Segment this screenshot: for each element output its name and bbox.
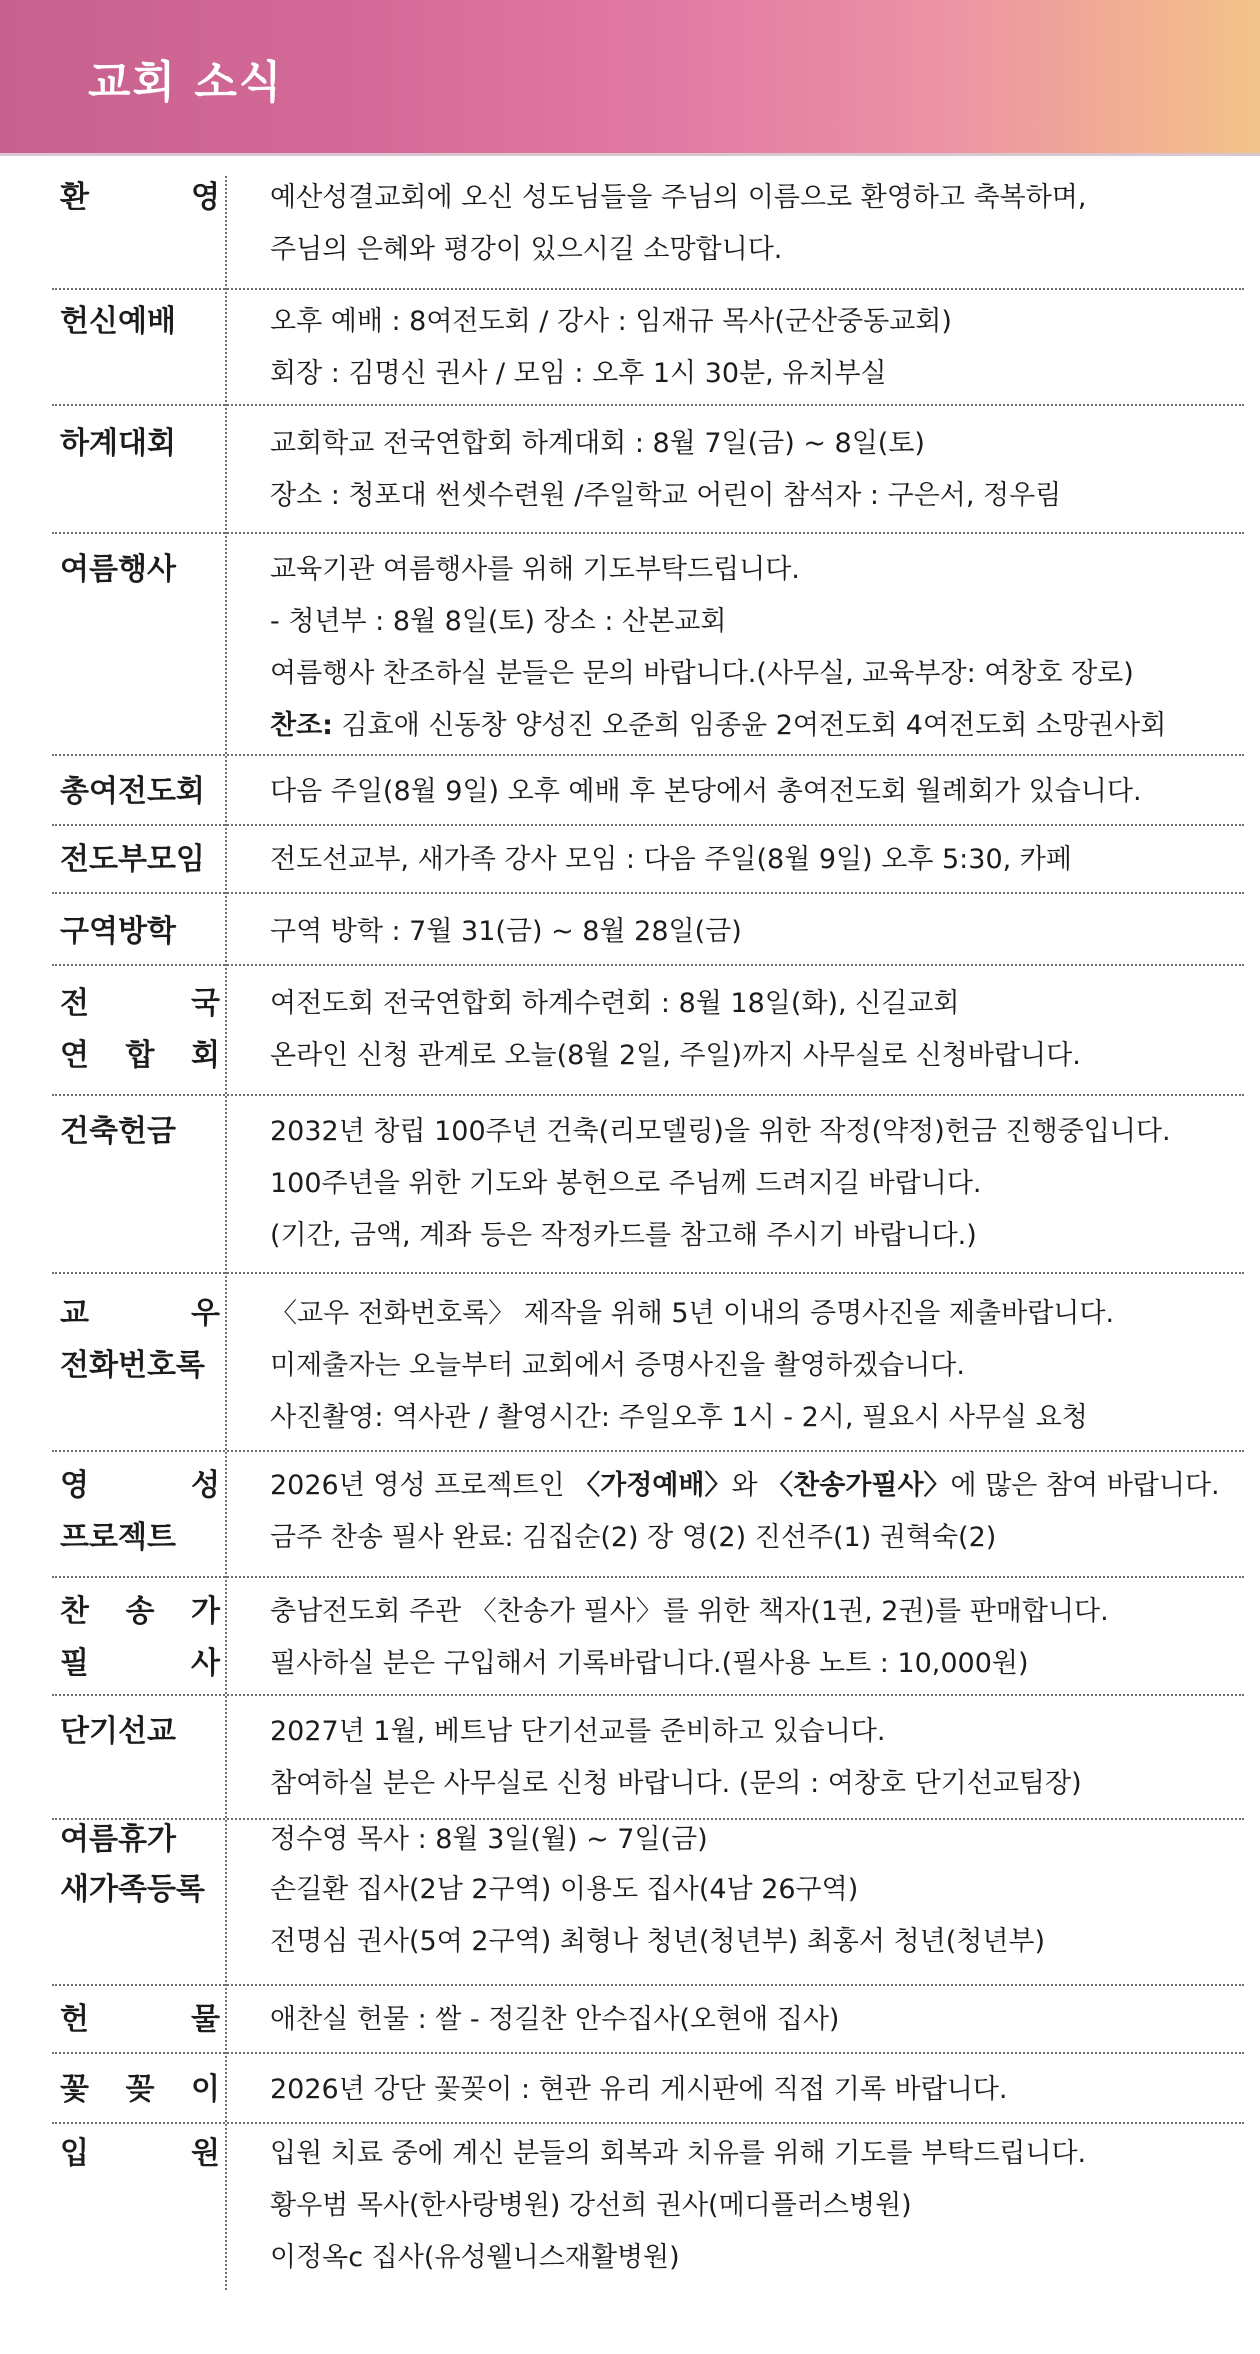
item-content bbox=[270, 296, 1250, 400]
page-title: 교회 소식 bbox=[88, 57, 284, 108]
item-label: 헌신예배 bbox=[60, 304, 176, 339]
content-line: 전명심 권사(5여 2구역) 최형나 청년(청년부) 최홍서 청년(청년부) bbox=[270, 1926, 1046, 1957]
content-line: 구역 방학 : 7월 31(금) ~ 8월 28일(금) bbox=[270, 916, 742, 947]
highlight-family-worship: 〈가정예배〉 bbox=[573, 1470, 732, 1501]
item-content bbox=[270, 766, 1250, 818]
content-line: 전도선교부, 새가족 강사 모임 : 다음 주일(8월 9일) 오후 5:30, 카페 bbox=[270, 844, 1072, 875]
news-item-evangelism-meeting bbox=[52, 832, 1244, 894]
item-label: 여름행사 bbox=[60, 552, 176, 587]
content-line: 참여하실 분은 사무실로 신청 바랍니다. (문의 : 여창호 단기선교팀장) bbox=[270, 1768, 1082, 1799]
item-label: 환 영 bbox=[60, 180, 220, 215]
item-content bbox=[270, 906, 1250, 958]
donor-line bbox=[270, 700, 1250, 752]
news-item-spiritual-project bbox=[52, 1458, 1244, 1578]
news-item-short-term-mission bbox=[52, 1702, 1244, 1820]
news-item-building-fund bbox=[52, 1102, 1244, 1274]
item-label: 건축헌금 bbox=[60, 1114, 176, 1149]
news-item-offering-goods bbox=[52, 1992, 1244, 2054]
item-content bbox=[270, 1864, 1250, 1968]
content-line: 금주 찬송 필사 완료: 김집순(2) 장 영(2) 진선주(1) 권혁숙(2) bbox=[270, 1522, 997, 1553]
news-item-welcome bbox=[52, 172, 1244, 290]
item-label: 찬 송 가 필 사 bbox=[60, 1594, 220, 1681]
item-label: 꽃 꽂 이 bbox=[60, 2072, 220, 2107]
item-content bbox=[270, 172, 1250, 276]
item-content bbox=[270, 1706, 1250, 1810]
news-item-national-union bbox=[52, 972, 1244, 1096]
header-banner bbox=[0, 0, 1260, 153]
item-label: 입 원 bbox=[60, 2136, 220, 2171]
news-item-summer-conference bbox=[52, 412, 1244, 534]
header-divider bbox=[0, 153, 1260, 156]
item-content bbox=[270, 544, 1250, 752]
content-line: 회장 : 김명신 권사 / 모임 : 오후 1시 30분, 유치부실 bbox=[270, 358, 887, 389]
content-line: 오후 예배 : 8여전도회 / 강사 : 임재규 목사(군산중동교회) bbox=[270, 306, 952, 337]
content-line: 다음 주일(8월 9일) 오후 예배 후 본당에서 총여전도회 월례회가 있습니다. bbox=[270, 776, 1142, 807]
news-item-dedication-service bbox=[52, 296, 1244, 406]
item-label: 전도부모임 bbox=[60, 842, 205, 877]
content-line: 온라인 신청 관계로 오늘(8월 2일, 주일)까지 사무실로 신청바랍니다. bbox=[270, 1040, 1081, 1071]
item-content bbox=[270, 1106, 1250, 1262]
item-content bbox=[270, 1814, 1250, 1866]
item-label: 총여전도회 bbox=[60, 774, 205, 809]
news-item-hospitalized bbox=[52, 2128, 1244, 2298]
content-line: - 청년부 : 8월 8일(토) 장소 : 산본교회 bbox=[270, 606, 727, 637]
item-content bbox=[270, 2128, 1250, 2284]
item-content bbox=[270, 1586, 1250, 1690]
content-line: 주님의 은혜와 평강이 있으시길 소망합니다. bbox=[270, 234, 783, 265]
content-line: (기간, 금액, 계좌 등은 작정카드를 참고해 주시기 바랍니다.) bbox=[270, 1220, 977, 1251]
item-label: 하계대회 bbox=[60, 426, 176, 461]
item-label: 전 국 연 합 회 bbox=[60, 986, 220, 1073]
content-line: 예산성결교회에 오신 성도님들을 주님의 이름으로 환영하고 축복하며, bbox=[270, 182, 1087, 213]
content-line: 여름행사 찬조하실 분들은 문의 바랍니다.(사무실, 교육부장: 여창호 장로) bbox=[270, 658, 1134, 689]
content-line: 정수영 목사 : 8월 3일(월) ~ 7일(금) bbox=[270, 1824, 708, 1855]
donor-label: 찬조: bbox=[270, 710, 333, 741]
content-line: 이정옥c 집사(유성웰니스재활병원) bbox=[270, 2242, 680, 2273]
content-line: 교회학교 전국연합회 하계대회 : 8월 7일(금) ~ 8일(토) bbox=[270, 428, 925, 459]
content-line: 손길환 집사(2남 2구역) 이용도 집사(4남 26구역) bbox=[270, 1874, 859, 1905]
content-line: 교육기관 여름행사를 위해 기도부탁드립니다. bbox=[270, 554, 800, 585]
content-line: 황우범 목사(한사랑병원) 강선희 권사(메디플러스병원) bbox=[270, 2190, 912, 2221]
news-item-new-family-registration bbox=[52, 1864, 1244, 1986]
item-label: 여름휴가 bbox=[60, 1822, 176, 1857]
item-content bbox=[270, 1994, 1250, 2046]
content-line: 애찬실 헌물 : 쌀 - 정길찬 안수집사(오현애 집사) bbox=[270, 2004, 840, 2035]
item-label: 영 성 프로젝트 bbox=[60, 1468, 220, 1555]
content-line: 여전도회 전국연합회 하계수련회 : 8월 18일(화), 신길교회 bbox=[270, 988, 960, 1019]
highlight-hymn-transcription: 〈찬송가필사〉 bbox=[766, 1470, 951, 1501]
news-item-summer-vacation bbox=[52, 1810, 1244, 1870]
item-content bbox=[270, 2064, 1250, 2116]
item-label: 새가족등록 bbox=[60, 1872, 205, 1907]
content-line: 2026년 강단 꽃꽂이 : 현관 유리 게시판에 직접 기록 바랍니다. bbox=[270, 2074, 1008, 2105]
donor-names: 김효애 신동창 양성진 오준희 임종윤 2여전도회 4여전도회 소망권사회 bbox=[332, 710, 1167, 741]
news-item-district-break bbox=[52, 900, 1244, 966]
item-content bbox=[270, 834, 1250, 886]
item-label: 교 우 전화번호록 bbox=[60, 1296, 220, 1383]
news-item-summer-events bbox=[52, 540, 1244, 756]
item-label: 헌 물 bbox=[60, 2002, 220, 2037]
content-line: 100주년을 위한 기도와 봉헌으로 주님께 드려지길 바랍니다. bbox=[270, 1168, 982, 1199]
content-line: 입원 치료 중에 계신 분들의 회복과 치유를 위해 기도를 부탁드립니다. bbox=[270, 2138, 1087, 2169]
content-line: 필사하실 분은 구입해서 기록바랍니다.(필사용 노트 : 10,000원) bbox=[270, 1648, 1029, 1679]
item-content bbox=[270, 418, 1250, 522]
news-item-womens-association bbox=[52, 762, 1244, 826]
news-item-phone-directory bbox=[52, 1280, 1244, 1452]
item-content bbox=[270, 1288, 1250, 1444]
content-line: 〈교우 전화번호록〉 제작을 위해 5년 이내의 증명사진을 제출바랍니다. bbox=[270, 1298, 1115, 1329]
news-item-flower-arrangement bbox=[52, 2060, 1244, 2124]
item-label: 단기선교 bbox=[60, 1714, 176, 1749]
item-label: 구역방학 bbox=[60, 914, 176, 949]
item-content bbox=[270, 978, 1250, 1082]
content-line: 2026년 영성 프로젝트인 〈가정예배〉와 〈찬송가필사〉에 많은 참여 바랍니다. bbox=[270, 1470, 1220, 1501]
content-line: 장소 : 청포대 썬셋수련원 /주일학교 어린이 참석자 : 구은서, 정우림 bbox=[270, 480, 1062, 511]
item-content bbox=[270, 1460, 1250, 1564]
content-line: 충남전도회 주관 〈찬송가 필사〉를 위한 책자(1권, 2권)를 판매합니다. bbox=[270, 1596, 1109, 1627]
content-line: 미제출자는 오늘부터 교회에서 증명사진을 촬영하겠습니다. bbox=[270, 1350, 965, 1381]
content-line: 사진촬영: 역사관 / 촬영시간: 주일오후 1시 - 2시, 필요시 사무실 요청 bbox=[270, 1402, 1088, 1433]
content-line: 2032년 창립 100주년 건축(리모델링)을 위한 작정(약정)헌금 진행중입니다. bbox=[270, 1116, 1171, 1147]
content-line: 2027년 1월, 베트남 단기선교를 준비하고 있습니다. bbox=[270, 1716, 886, 1747]
news-item-hymn-transcription bbox=[52, 1584, 1244, 1696]
